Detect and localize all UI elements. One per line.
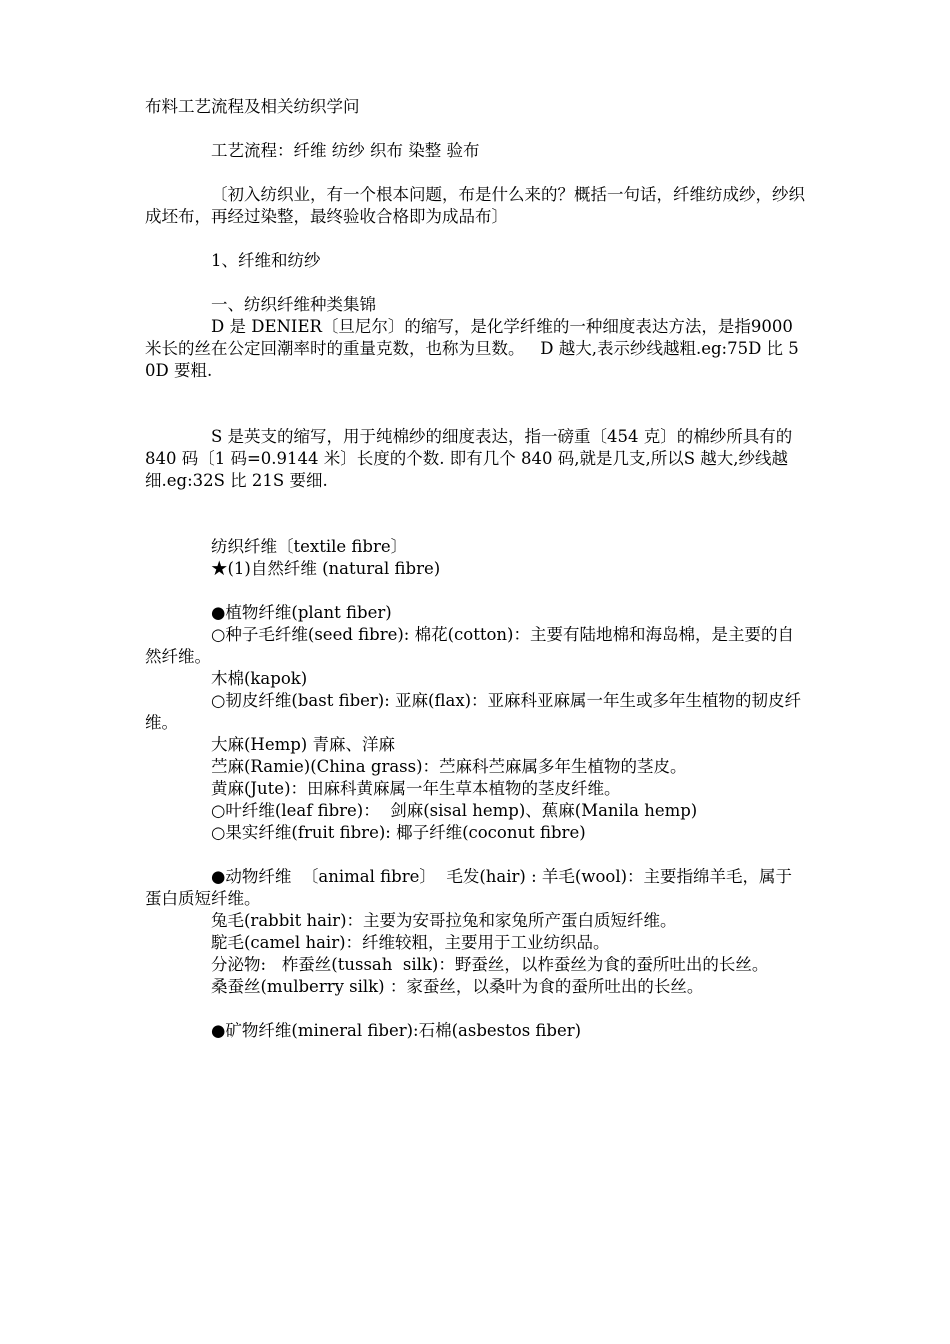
- plant-fiber-heading: ●植物纤维(plant fiber): [211, 603, 392, 622]
- section-heading-fibre-spinning: 1、纤维和纺纱: [211, 251, 321, 270]
- document-title: 布料工艺流程及相关纺织学问: [145, 97, 360, 116]
- spacer: [145, 228, 805, 250]
- mineral-fiber-heading: ●矿物纤维(mineral fiber):石棉(asbestos fiber): [211, 1021, 582, 1040]
- jute-item: 黄麻(Jute)：田麻科黄麻属一年生草本植物的茎皮纤维。: [211, 779, 621, 798]
- fruit-fibre-item: ○果实纤维(fruit fibre): 椰子纤维(coconut fibre): [211, 823, 586, 842]
- hemp-item: 大麻(Hemp) 青麻、洋麻: [211, 735, 395, 754]
- spacer: [145, 580, 805, 602]
- bast-fiber-item: ○韧皮纤维(bast fiber): 亚麻(flax)：亚麻科亚麻属一年生或多年生植物的韧皮纤维。: [145, 691, 802, 732]
- kapok-item: 木棉(kapok): [211, 669, 308, 688]
- spacer: [145, 272, 805, 294]
- textile-fibre-heading: 纺织纤维〔textile fibre〕: [211, 537, 408, 556]
- subsection-heading-fibre-types: 一、纺织纤维种类集锦: [211, 295, 376, 314]
- intro-paragraph: 〔初入纺织业，有一个根本问题，布是什么来的？概括一句话，纤维纺成纱，纱织成坯布，再经过染整，最终验收合格即为成品布〕: [145, 185, 805, 226]
- process-line: 工艺流程：纤维 纺纱 织布 染整 验布: [211, 141, 480, 160]
- tussah-silk-item: 分泌物: 柞蚕丝(tussah silk)：野蚕丝，以柞蚕丝为食的蚕所吐出的长丝。: [211, 955, 769, 974]
- spacer: [145, 118, 805, 140]
- denier-paragraph: D 是 DENIER〔旦尼尔〕的缩写，是化学纤维的一种细度表达方法，是指9000 米长的丝在公定回潮率时的重量克数，也称为旦数。 D 越大,表示纱线越粗.eg:75D 比 50D 要粗.: [145, 317, 799, 380]
- animal-fibre-heading: ●动物纤维 〔animal fibre〕 毛发(hair) : 羊毛(wool)：主要指绵羊毛，属于蛋白质短纤维。: [145, 867, 793, 908]
- spacer: [145, 382, 805, 426]
- spacer: [145, 998, 805, 1020]
- camel-hair-item: 駝毛(camel hair)：纤维较粗，主要用于工业纺织品。: [211, 933, 610, 952]
- spacer: [145, 844, 805, 866]
- document-body: [145, 96, 805, 1042]
- mulberry-silk-item: 桑蚕丝(mulberry silk) ：家蚕丝，以桑叶为食的蚕所吐出的长丝。: [211, 977, 704, 996]
- rabbit-hair-item: 兔毛(rabbit hair)：主要为安哥拉兔和家兔所产蛋白质短纤维。: [211, 911, 677, 930]
- leaf-fibre-item: ○叶纤维(leaf fibre)： 剑麻(sisal hemp)、蕉麻(Manila hemp): [211, 801, 698, 820]
- spacer: [145, 492, 805, 536]
- s-count-paragraph: S 是英支的缩写，用于纯棉纱的细度表达，指一磅重〔454 克〕的棉纱所具有的 840 码〔1 码=0.9144 米〕长度的个数. 即有几个 840 码,就是几支,所以S 越大,纱线越细.eg:32S 比 21S 要细.: [145, 427, 798, 490]
- seed-fibre-item: ○种子毛纤维(seed fibre): 棉花(cotton)：主要有陆地棉和海岛棉，是主要的自然纤维。: [145, 625, 794, 666]
- spacer: [145, 162, 805, 184]
- ramie-item: 苎麻(Ramie)(China grass)：苎麻科苎麻属多年生植物的茎皮。: [211, 757, 687, 776]
- natural-fibre-heading: ★(1)自然纤维 (natural fibre): [211, 559, 441, 578]
